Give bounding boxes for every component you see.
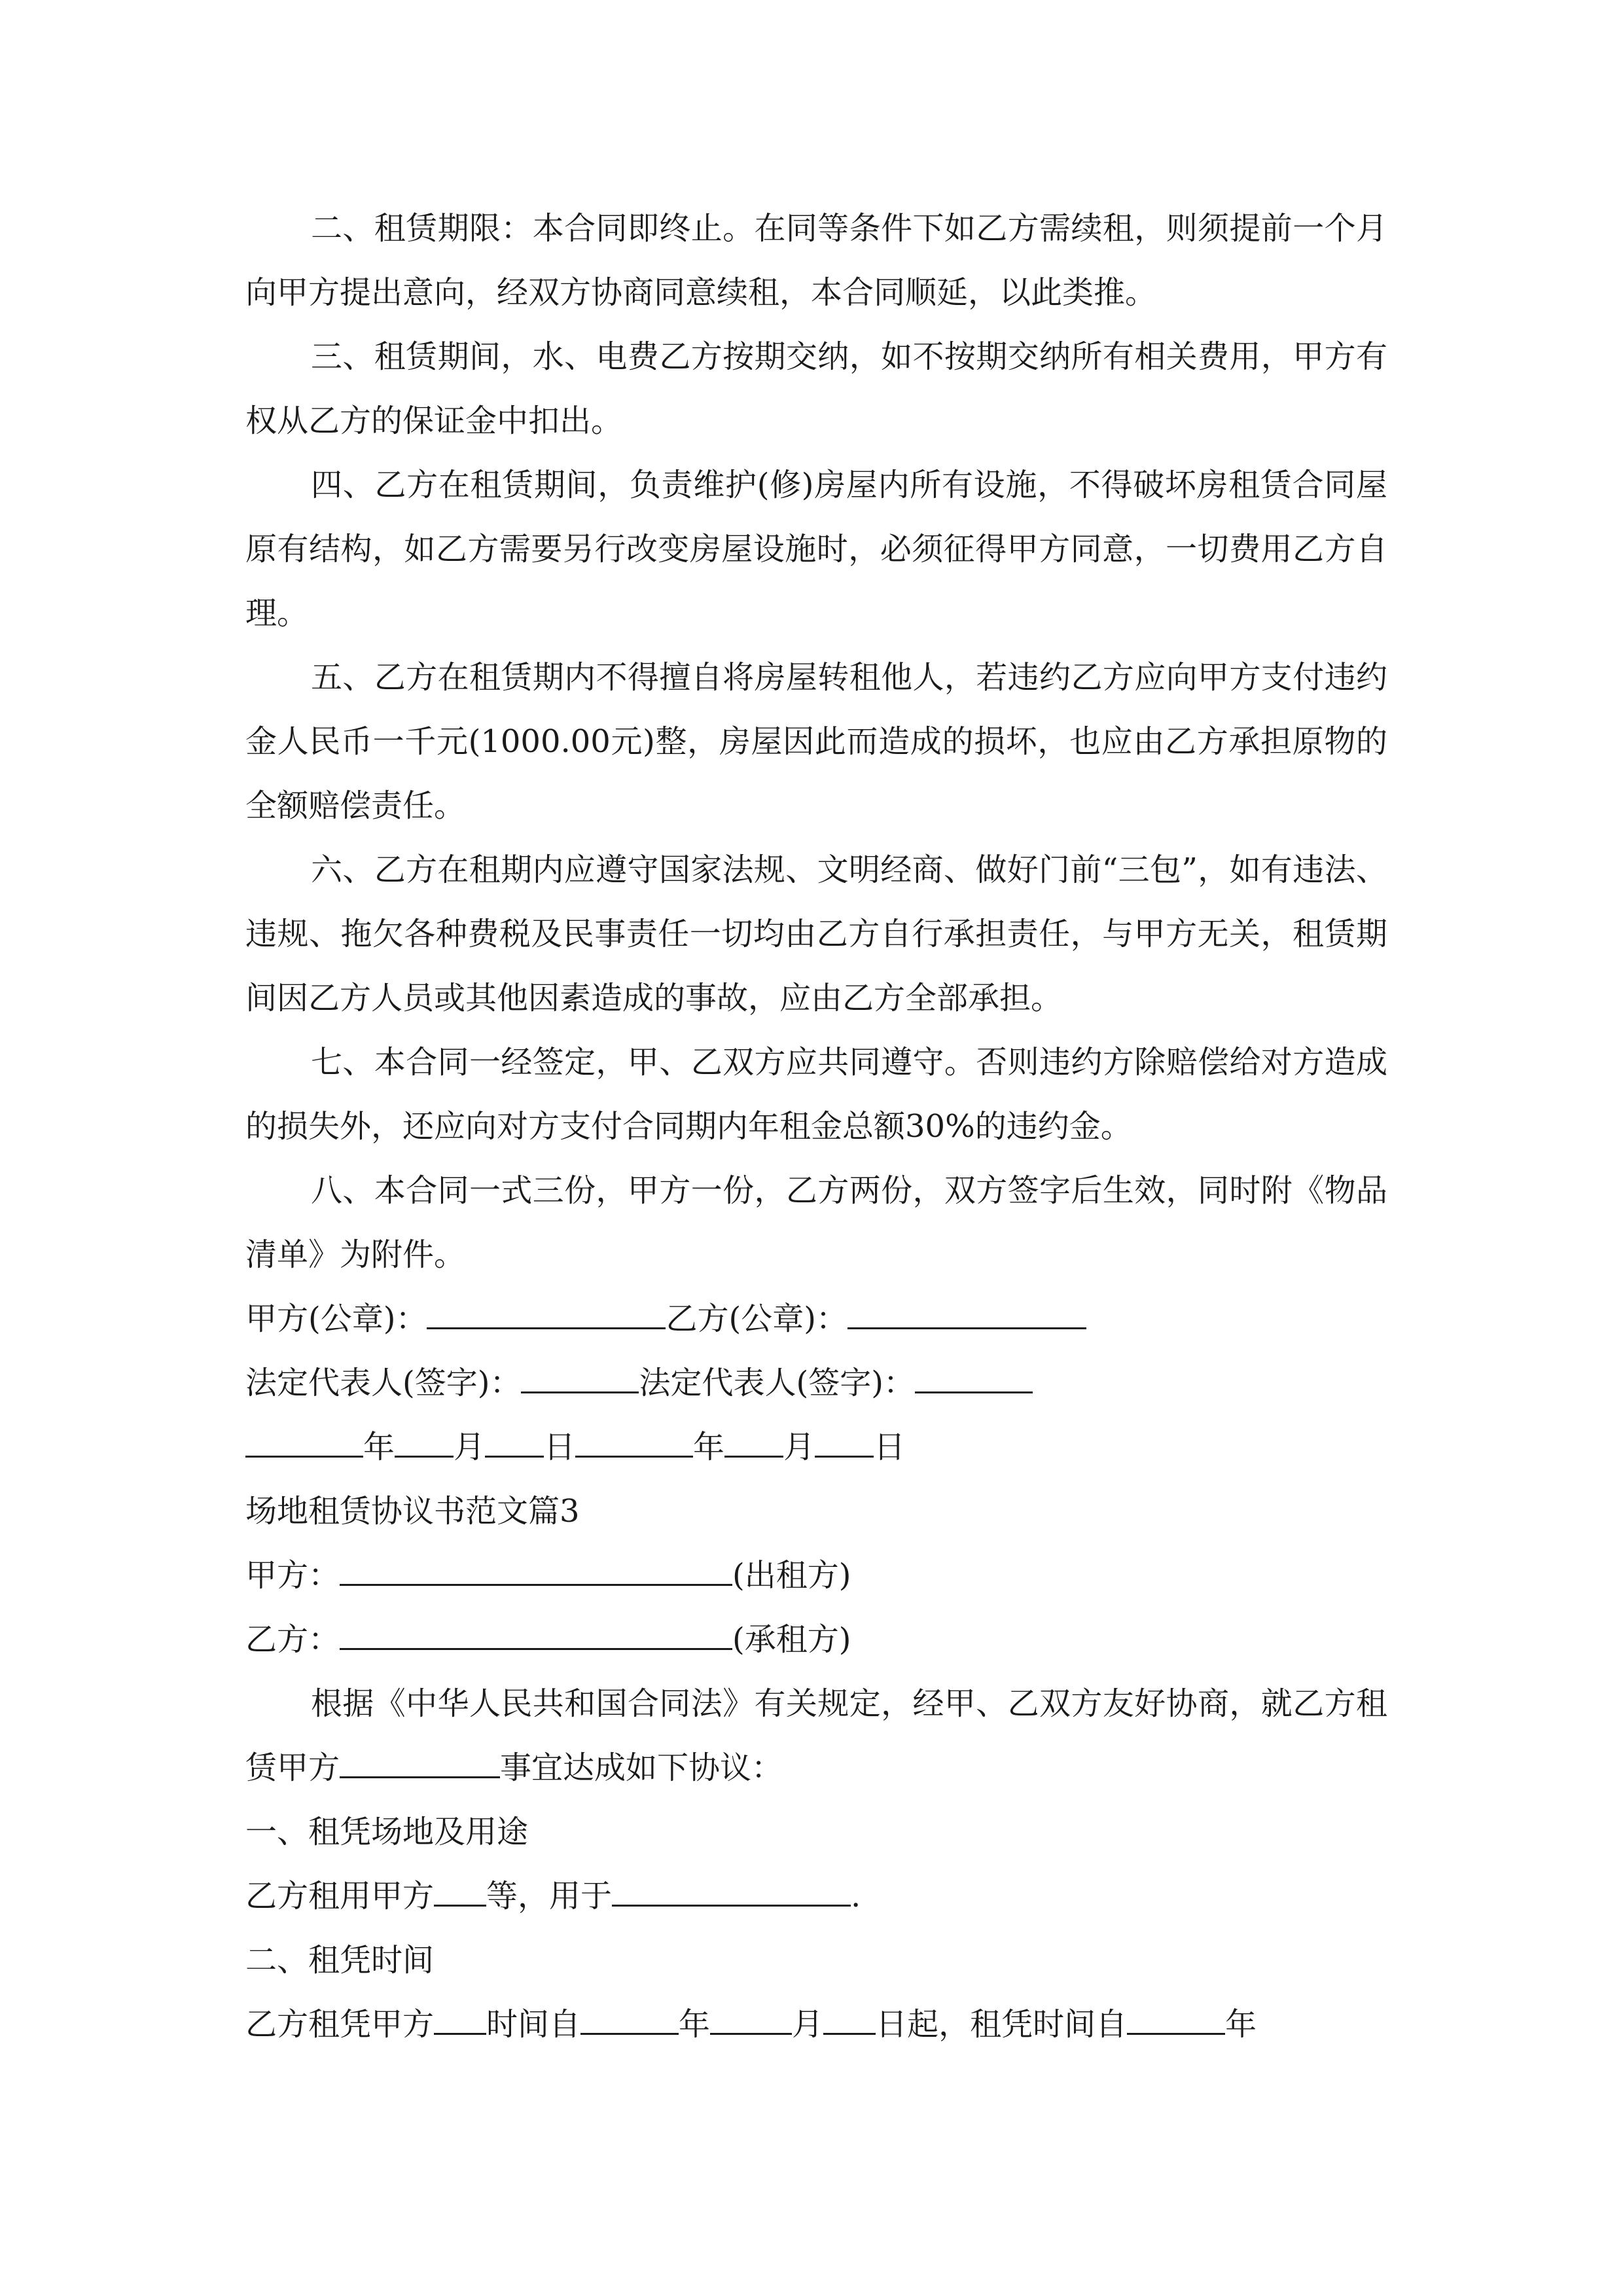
intro-paragraph: [245, 1672, 1387, 1800]
date-a-month-blank[interactable]: [395, 1423, 454, 1458]
heading-2: 二、租凭时间: [245, 1942, 435, 1979]
rep-a-blank[interactable]: [521, 1359, 639, 1393]
time-line: [245, 1992, 1387, 2056]
time-text-3: 日起，租凭时间自: [876, 2006, 1128, 2043]
use-text-2: 等，用于: [486, 1878, 613, 1914]
time-blank-year[interactable]: [580, 2000, 679, 2035]
date-a-day-blank[interactable]: [485, 1423, 544, 1458]
intro-blank[interactable]: [340, 1744, 500, 1778]
date-a-year-blank[interactable]: [245, 1423, 363, 1458]
date-b-year: 年: [693, 1429, 725, 1465]
time-text-1: 乙方租凭甲方: [245, 2006, 435, 2043]
party-b-label: 乙方：: [245, 1621, 340, 1658]
clause-2: 二、租赁期限：本合同即终止。在同等条件下如乙方需续租，则须提前一个月向甲方提出意向，经双方协商同意续租，本合同顺延，以此类推。: [245, 210, 1387, 311]
date-b-year-blank[interactable]: [575, 1423, 693, 1458]
clause-5: 五、乙方在租赁期内不得擅自将房屋转租他人，若违约乙方应向甲方支付违约金人民币一千元(1000.00元)整，房屋因此而造成的损坏，也应由乙方承担原物的全额赔偿责任。: [245, 659, 1387, 824]
date-a-day: 日: [544, 1429, 576, 1465]
party-a-blank[interactable]: [340, 1551, 732, 1586]
time-year2: 年: [1225, 2006, 1257, 2043]
intro-text-1: 根据《中华人民共和国合同法》有关规定，经甲、乙双方友好协商，就乙方租赁甲方: [245, 1685, 1387, 1786]
party-a-line: [245, 1543, 1387, 1607]
rep-a-label: 法定代表人(签字)：: [245, 1365, 522, 1401]
clause-7: 七、本合同一经签定，甲、乙双方应共同遵守。否则违约方除赔偿给对方造成的损失外，还应向对方支付合同期内年租金总额30%的违约金。: [245, 1044, 1387, 1145]
rep-line: [245, 1351, 1387, 1415]
date-b-month-blank[interactable]: [724, 1423, 783, 1458]
intro-text-2: 事宜达成如下协议：: [500, 1749, 783, 1786]
seal-line: [245, 1287, 1387, 1351]
section-title: 场地租赁协议书范文篇3: [245, 1493, 580, 1530]
party-a-seal-blank[interactable]: [427, 1295, 666, 1329]
rep-b-blank[interactable]: [915, 1359, 1033, 1393]
use-text-3: .: [851, 1878, 861, 1914]
use-text-1: 乙方租用甲方: [245, 1878, 435, 1914]
clause-8: 八、本合同一式三份，甲方一份，乙方两份，双方签字后生效，同时附《物品清单》为附件。: [245, 1172, 1387, 1273]
time-blank-month[interactable]: [710, 2000, 792, 2035]
party-b-line: [245, 1607, 1387, 1672]
heading-1: 一、租凭场地及用途: [245, 1814, 529, 1850]
clause-4: 四、乙方在租赁期间，负责维护(修)房屋内所有设施，不得破坏房租赁合同屋原有结构，如乙方需要另行改变房屋设施时，必须征得甲方同意，一切费用乙方自理。: [245, 467, 1387, 632]
date-b-day-blank[interactable]: [815, 1423, 874, 1458]
date-line: [245, 1415, 1387, 1479]
party-b-seal-blank[interactable]: [847, 1295, 1086, 1329]
party-a-label: 甲方：: [245, 1557, 340, 1594]
date-a-year: 年: [363, 1429, 395, 1465]
use-line: [245, 1864, 1387, 1928]
party-b-role: (承租方): [732, 1621, 851, 1658]
use-blank-1[interactable]: [434, 1872, 486, 1907]
time-blank-1[interactable]: [434, 2000, 486, 2035]
time-text-2: 时间自: [486, 2006, 581, 2043]
date-b-day: 日: [874, 1429, 906, 1465]
date-b-month: 月: [783, 1429, 815, 1465]
use-blank-2[interactable]: [612, 1872, 851, 1907]
document-body: [245, 196, 1387, 2056]
time-blank-day[interactable]: [823, 2000, 876, 2035]
party-b-blank[interactable]: [340, 1615, 732, 1650]
date-a-month: 月: [454, 1429, 486, 1465]
time-blank-year2[interactable]: [1127, 2000, 1225, 2035]
clause-6: 六、乙方在租期内应遵守国家法规、文明经商、做好门前“三包”，如有违法、违规、拖欠各种费税及民事责任一切均由乙方自行承担责任，与甲方无关，租赁期间因乙方人员或其他因素造成的事故，应由乙方全部承担。: [245, 852, 1387, 1016]
party-b-seal-label: 乙方(公章)：: [666, 1300, 847, 1337]
party-a-seal-label: 甲方(公章)：: [245, 1300, 427, 1337]
party-a-role: (出租方): [732, 1557, 851, 1594]
clause-3: 三、租赁期间，水、电费乙方按期交纳，如不按期交纳所有相关费用，甲方有权从乙方的保证金中扣出。: [245, 338, 1387, 439]
rep-b-label: 法定代表人(签字)：: [639, 1365, 915, 1401]
time-year: 年: [679, 2006, 711, 2043]
time-month: 月: [792, 2006, 824, 2043]
